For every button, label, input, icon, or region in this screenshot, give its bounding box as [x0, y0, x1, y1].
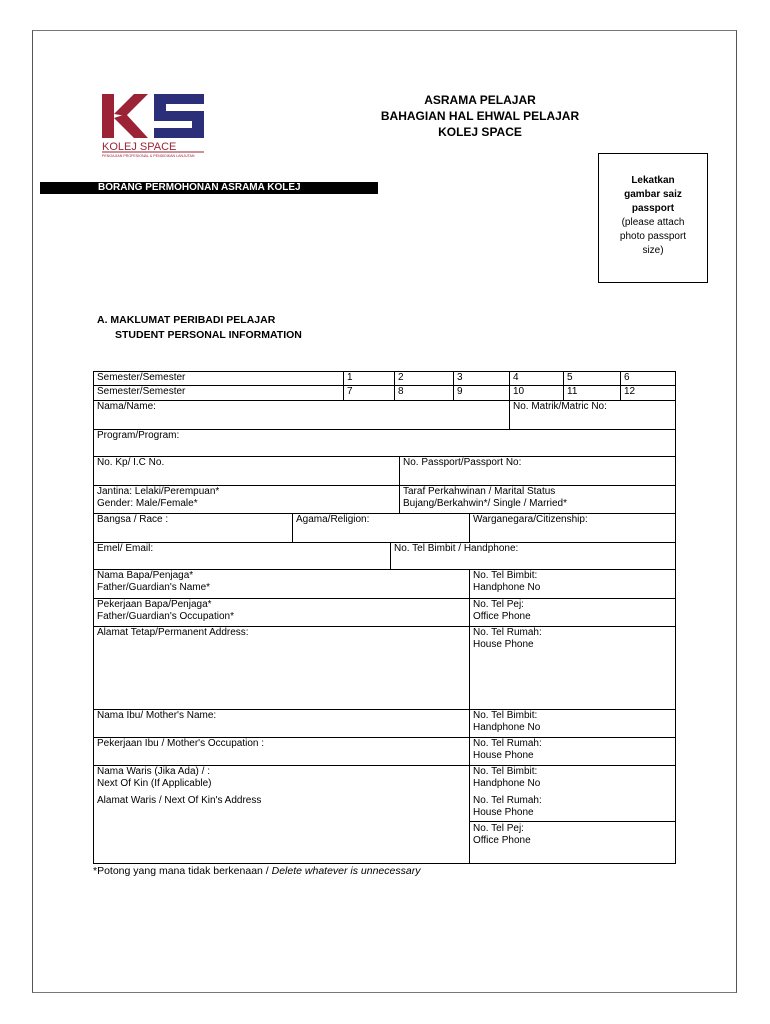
kin-office-phone-line-1[interactable]: No. Tel Pej: [473, 823, 524, 834]
gender-field-line-2: Gender: Male/Female* [97, 498, 198, 509]
section-a-subtitle: STUDENT PERSONAL INFORMATION [115, 329, 302, 341]
religion-field[interactable]: Agama/Religion: [296, 514, 370, 525]
father-name-line-1[interactable]: Nama Bapa/Penjaga* [97, 570, 194, 581]
permanent-address-field[interactable]: Alamat Tetap/Permanent Address: [97, 627, 249, 638]
house-phone-line-2: House Phone [473, 639, 534, 650]
footnote [93, 864, 420, 878]
section-a-title: A. MAKLUMAT PERIBADI PELAJAR [97, 314, 276, 326]
header-line-2: BAHAGIAN HAL EHWAL PELAJAR [380, 109, 580, 123]
kin-office-phone-line-2: Office Phone [473, 835, 531, 846]
form-title-bar: BORANG PERMOHONAN ASRAMA KOLEJ [40, 182, 378, 194]
logo-tagline: PENGAJIAN PROFESIONAL & PENDIDIKAN LANJUTAN [102, 154, 195, 158]
mother-occupation-field[interactable]: Pekerjaan Ibu / Mother's Occupation : [97, 738, 264, 749]
office-phone-line-2: Office Phone [473, 611, 531, 622]
kin-handphone-line-1[interactable]: No. Tel Bimbit: [473, 766, 538, 777]
photo-box-line-3: passport [631, 203, 675, 214]
father-handphone-line-1[interactable]: No. Tel Bimbit: [473, 570, 538, 581]
house-phone-line-1[interactable]: No. Tel Rumah: [473, 627, 542, 638]
student-info-table [93, 371, 676, 864]
mother-handphone-line-1[interactable]: No. Tel Bimbit: [473, 710, 538, 721]
marital-field-line-2: Bujang/Berkahwin*/ Single / Married* [403, 498, 567, 509]
kin-handphone-line-2: Handphone No [473, 778, 541, 789]
header-line-3: KOLEJ SPACE [438, 125, 522, 139]
office-phone-line-1[interactable]: No. Tel Pej: [473, 599, 524, 610]
name-field[interactable]: Nama/Name: [97, 401, 156, 412]
semester-1[interactable]: 1 [347, 372, 353, 383]
header-title [340, 92, 620, 140]
semester-8[interactable]: 8 [398, 386, 404, 397]
matric-field[interactable]: No. Matrik/Matric No: [513, 401, 607, 412]
father-occupation-line-1[interactable]: Pekerjaan Bapa/Penjaga* [97, 599, 212, 610]
section-a-heading [97, 313, 302, 343]
kin-house-phone-line-1[interactable]: No. Tel Rumah: [473, 795, 542, 806]
photo-box-line-2: gambar saiz [624, 189, 682, 200]
mother-house-phone-line-1[interactable]: No. Tel Rumah: [473, 738, 542, 749]
kolej-space-logo [100, 92, 210, 158]
semester-label-2: Semester/Semester [97, 386, 186, 397]
photo-box-line-5: photo passport [619, 231, 687, 242]
marital-field-line-1[interactable]: Taraf Perkahwinan / Marital Status [403, 486, 556, 497]
passport-field[interactable]: No. Passport/Passport No: [403, 457, 522, 468]
citizenship-field[interactable]: Warganegara/Citizenship: [473, 514, 588, 525]
logo-name: KOLEJ SPACE [102, 141, 177, 153]
semester-10[interactable]: 10 [513, 386, 525, 397]
mother-name-field[interactable]: Nama Ibu/ Mother's Name: [97, 710, 217, 721]
semester-6[interactable]: 6 [624, 372, 630, 383]
semester-5[interactable]: 5 [567, 372, 573, 383]
gender-field-line-1[interactable]: Jantina: Lelaki/Perempuan* [97, 486, 220, 497]
father-handphone-line-2: Handphone No [473, 582, 541, 593]
footnote-italic: Delete whatever is unnecessary [271, 865, 421, 877]
ks-logo-mark [100, 92, 210, 158]
footnote-text: *Potong yang mana tidak berkenaan / [93, 865, 272, 877]
handphone-field[interactable]: No. Tel Bimbit / Handphone: [394, 543, 519, 554]
race-field[interactable]: Bangsa / Race : [97, 514, 169, 525]
photo-box-line-6: size) [642, 245, 664, 256]
kin-name-line-2: Next Of Kin (If Applicable) [97, 778, 212, 789]
mother-house-phone-line-2: House Phone [473, 750, 534, 761]
mother-handphone-line-2: Handphone No [473, 722, 541, 733]
semester-4[interactable]: 4 [513, 372, 519, 383]
kin-name-line-1[interactable]: Nama Waris (Jika Ada) / : [97, 766, 210, 777]
semester-11[interactable]: 11 [567, 386, 578, 397]
semester-2[interactable]: 2 [398, 372, 404, 383]
semester-label: Semester/Semester [97, 372, 186, 383]
ic-field[interactable]: No. Kp/ I.C No. [97, 457, 165, 468]
father-name-line-2: Father/Guardian's Name* [97, 582, 211, 593]
semester-12[interactable]: 12 [624, 386, 636, 397]
program-field[interactable]: Program/Program: [97, 430, 180, 441]
email-field[interactable]: Emel/ Email: [97, 543, 154, 554]
passport-photo-box[interactable] [598, 153, 708, 283]
header-line-1: ASRAMA PELAJAR [424, 93, 536, 107]
semester-7[interactable]: 7 [347, 386, 353, 397]
kin-address-field[interactable]: Alamat Waris / Next Of Kin's Address [97, 795, 262, 806]
kin-house-phone-line-2: House Phone [473, 807, 534, 818]
semester-9[interactable]: 9 [457, 386, 463, 397]
photo-box-line-4: (please attach [621, 217, 685, 228]
semester-3[interactable]: 3 [457, 372, 463, 383]
photo-box-line-1: Lekatkan [631, 175, 675, 186]
father-occupation-line-2: Father/Guardian's Occupation* [97, 611, 234, 622]
